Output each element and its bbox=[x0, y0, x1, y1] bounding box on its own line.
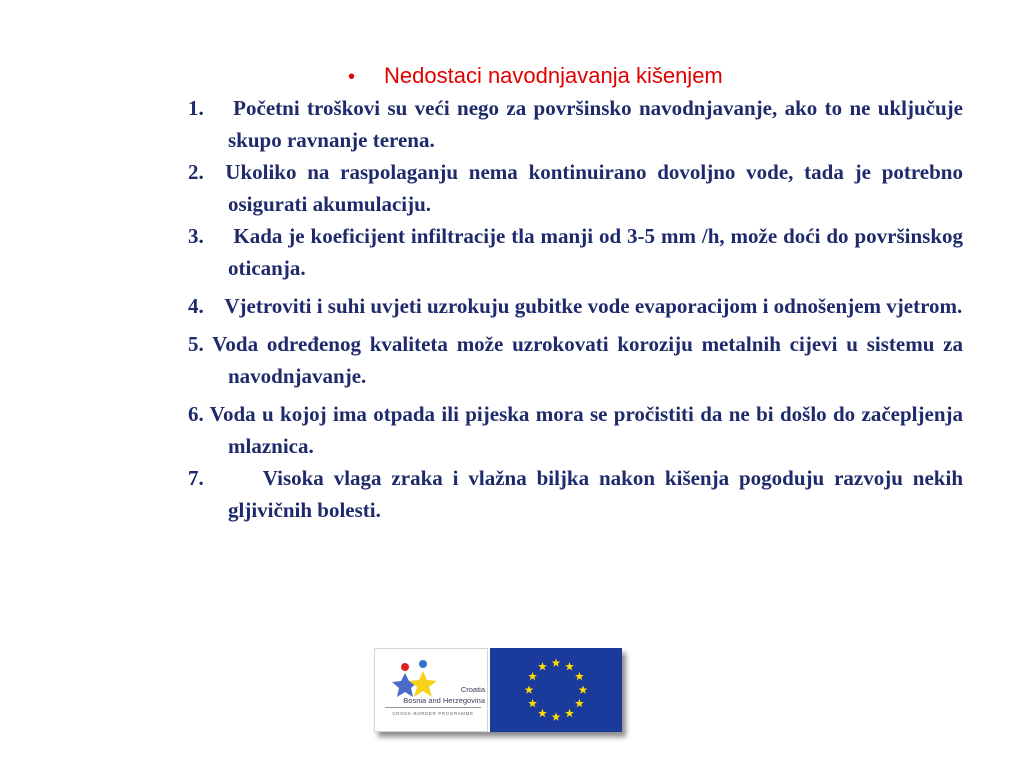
heading-bullet: • bbox=[348, 66, 356, 88]
eu-star-icon bbox=[552, 712, 561, 720]
logo-divider bbox=[385, 707, 481, 708]
list-item bbox=[188, 290, 963, 322]
item-number: 4. bbox=[188, 294, 225, 318]
heading-text: Nedostaci navodnjavanja kišenjem bbox=[384, 63, 723, 88]
eu-star-icon bbox=[579, 685, 588, 693]
item-number: 2. bbox=[188, 160, 226, 184]
item-text: Vjetroviti i suhi uvjeti uzrokuju gubitke vode evaporacijom i odnošenjem vjetrom. bbox=[224, 294, 963, 318]
item-text: Voda određenog kvaliteta može uzrokovati koroziju metalnih cijevi u sistemu za navodnjavanje. bbox=[212, 332, 963, 388]
eu-star-icon bbox=[565, 662, 574, 670]
eu-star-icon bbox=[575, 699, 584, 707]
eu-stars bbox=[490, 648, 622, 732]
item-number: 3. bbox=[188, 224, 234, 248]
eu-star-icon bbox=[565, 709, 574, 717]
list-item bbox=[188, 156, 963, 220]
item-text: Kada je koeficijent infiltracije tla manji od 3-5 mm /h, može doći do površinskog oticanja. bbox=[228, 224, 964, 280]
logo-line-programme: CROSS-BORDER PROGRAMME bbox=[392, 711, 474, 716]
list-item bbox=[188, 220, 963, 284]
eu-star-icon bbox=[575, 672, 584, 680]
disadvantages-list bbox=[188, 92, 963, 526]
item-number: 1. bbox=[188, 96, 234, 120]
eu-star-icon bbox=[528, 672, 537, 680]
logo-line-bih: Bosnia and Herzegovina bbox=[403, 696, 485, 705]
item-number: 6. bbox=[188, 402, 210, 426]
list-item bbox=[188, 462, 963, 526]
list-item bbox=[188, 398, 963, 462]
eu-star-icon bbox=[538, 662, 547, 670]
item-text: Početni troškovi su veći nego za površinsko navodnjavanje, ako to ne uključuje skupo ravnanje terena. bbox=[228, 96, 963, 152]
eu-star-icon bbox=[528, 699, 537, 707]
cross-border-programme-logo bbox=[374, 648, 488, 732]
list-item bbox=[188, 328, 963, 392]
eu-star-icon bbox=[525, 685, 534, 693]
item-number: 7. bbox=[188, 466, 263, 490]
logo-line-croatia: Croatia bbox=[460, 685, 485, 694]
list-item bbox=[188, 92, 963, 156]
logo-strip bbox=[374, 648, 622, 732]
eu-star-icon bbox=[552, 658, 561, 666]
eu-flag-icon bbox=[490, 648, 622, 732]
eu-star-icon bbox=[538, 709, 547, 717]
item-number: 5. bbox=[188, 332, 213, 356]
item-text: Voda u kojoj ima otpada ili pijeska mora se pročistiti da ne bi došlo do začepljenja mlaznica. bbox=[209, 402, 963, 458]
slide-heading bbox=[344, 62, 864, 90]
item-text: Ukoliko na raspolaganju nema kontinuirano dovoljno vode, tada je potrebno osigurati akumulaciju. bbox=[225, 160, 963, 216]
item-text: Visoka vlaga zraka i vlažna biljka nakon kišenja pogoduju razvoju nekih gljivičnih bolesti. bbox=[228, 466, 964, 522]
